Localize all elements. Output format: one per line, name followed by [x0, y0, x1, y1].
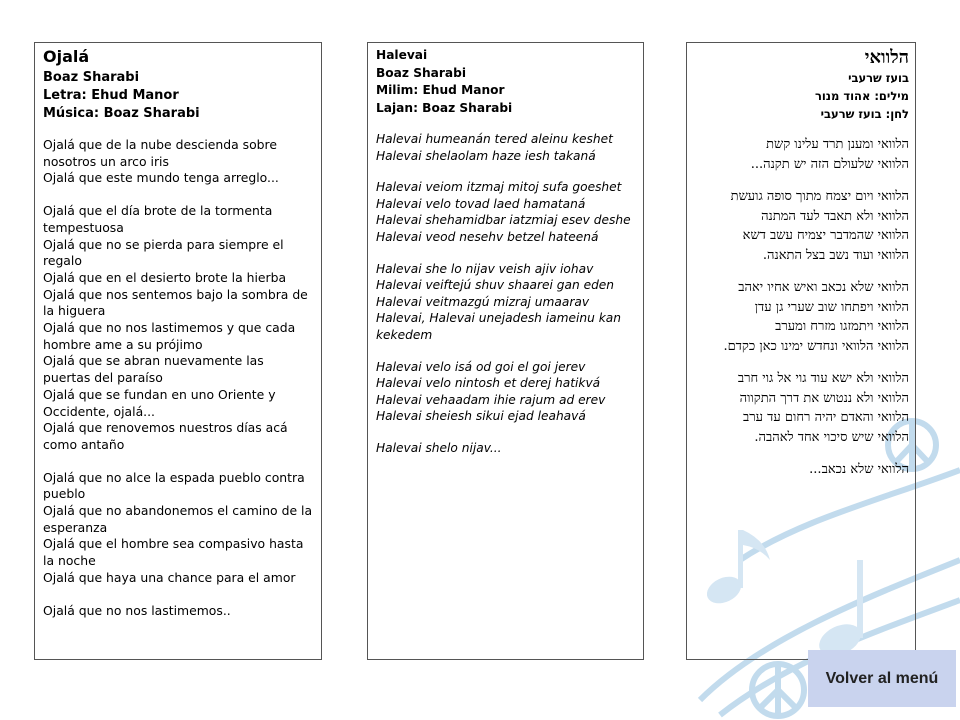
lyric-line: Ojalá que de la nube descienda sobre nosotros un arco iris	[43, 137, 277, 169]
lyric-line: הלוואי והאדם יהיה רחום עד ערב	[743, 410, 909, 425]
lyric-line: הלוואי שלעולם הזה יש תקנה...	[750, 156, 909, 172]
transliteration-stanza-1	[376, 131, 635, 164]
lyric-line: הלוואי שיש סיכוי אחד לאהבה.	[754, 429, 909, 445]
transliteration-meta	[376, 65, 635, 118]
lyric-line: הלוואי ולא ישא עוד גוי אל גוי חרב	[737, 371, 909, 386]
hebrew-stanza-1	[693, 135, 909, 174]
spanish-stanza-3	[43, 470, 313, 587]
spanish-meta	[43, 69, 313, 123]
lyric-line: הלוואי שהמדבר יצמיח עשב דשא	[742, 228, 909, 243]
lyric-line: Ojalá que no alce la espada pueblo contra pueblo	[43, 469, 305, 502]
lyric-line: Ojalá que se abran nuevamente las puertas del paraíso	[43, 353, 264, 386]
spanish-stanza-4	[43, 603, 313, 620]
spanish-composer: Música: Boaz Sharabi	[43, 106, 200, 121]
lyric-line: Halevai veiom itzmaj mitoj sufa goeshet	[376, 180, 622, 195]
hebrew-meta	[693, 69, 909, 123]
transliteration-composer: Lajan: Boaz Sharabi	[376, 100, 513, 115]
lyric-line: Halevai, Halevai unejadesh iameinu kan kekedem	[376, 311, 621, 342]
hebrew-stanza-3	[693, 278, 909, 356]
transliteration-stanza-2	[376, 179, 635, 245]
transliteration-title: Halevai	[376, 48, 428, 62]
hebrew-stanza-2	[693, 187, 909, 265]
spanish-lyricist: Letra: Ehud Manor	[43, 88, 179, 103]
hebrew-title: הלוואי	[864, 47, 909, 68]
lyric-line: הלוואי ולא תאבד לעד המתנה	[761, 208, 909, 224]
lyric-line: Halevai shelaolam haze iesh takaná	[376, 148, 596, 163]
transliteration-stanza-3	[376, 261, 635, 344]
lyric-line: Ojalá que en el desierto brote la hierba	[43, 269, 287, 285]
lyric-line: Halevai veod nesehv betzel hateená	[376, 229, 599, 244]
lyric-line: הלוואי שלא נכאב ואיש אחיו יאהב	[738, 280, 909, 295]
lyric-line: הלוואי ולא ננטוש את דרך התקווה	[739, 390, 909, 406]
lyric-line: Halevai she lo nijav veish ajiv iohav	[376, 261, 594, 276]
lyric-line: Ojalá que no se pierda para siempre el regalo	[43, 236, 284, 269]
lyric-line: Halevai shehamidbar iatzmiaj esev deshe	[376, 213, 631, 228]
lyric-line: הלוואי ומענן תרד עלינו קשת	[766, 137, 909, 152]
spanish-lyrics	[43, 137, 313, 619]
lyric-line: Halevai vehaadam ihie rajum ad erev	[376, 392, 606, 407]
hebrew-lyrics	[693, 135, 909, 480]
lyric-line: Ojalá que renovemos nuestros días acá como antaño	[43, 420, 288, 452]
lyric-line: Ojalá que nos sentemos bajo la sombra de la higuera	[43, 286, 308, 319]
spanish-artist: Boaz Sharabi	[43, 70, 140, 85]
lyric-line: הלוואי ועוד נשב בצל התאנה.	[762, 247, 909, 263]
spanish-title: Ojalá	[43, 47, 90, 66]
back-to-menu-button[interactable]: Volver al menú	[808, 650, 956, 707]
lyric-line: Ojalá que no nos lastimemos y que cada hombre ame a su prójimo	[43, 320, 296, 352]
lyric-line: Ojalá que el día brote de la tormenta tempestuosa	[43, 203, 273, 235]
transliteration-stanza-4	[376, 359, 635, 425]
lyric-line: הלוואי הלוואי ונחדש ימינו כאן כקדם.	[723, 338, 909, 354]
lyric-line: הלוואי ויפתחו שוב שערי גן עדן	[754, 299, 909, 315]
lyric-line: Ojalá que este mundo tenga arreglo...	[43, 170, 279, 186]
transliteration-artist: Boaz Sharabi	[376, 65, 467, 80]
lyric-line: Ojalá que se fundan en uno Oriente y Occidente, ojalá...	[43, 386, 276, 419]
hebrew-lyrics-panel	[686, 42, 916, 660]
lyric-line: Halevai veiftejú shuv shaarei gan eden	[376, 278, 615, 293]
hebrew-lyricist: מילים: אהוד מנור	[814, 89, 909, 103]
spanish-stanza-1	[43, 137, 313, 187]
lyric-line: Halevai velo nintosh et derej hatikvá	[376, 376, 601, 391]
lyric-line: Halevai veitmazgú mizraj umaarav	[376, 294, 590, 309]
lyric-line: Ojalá que no nos lastimemos..	[43, 602, 231, 618]
lyric-line: הלוואי ויום יצמח מתוך סופה גועשת	[730, 189, 909, 204]
hebrew-stanza-4	[693, 369, 909, 447]
lyric-line: Ojalá que no abandonemos el camino de la esperanza	[43, 503, 313, 535]
lyric-line: Halevai velo isá od goi el goi jerev	[376, 359, 586, 374]
hebrew-artist: בועז שרעבי	[848, 71, 909, 85]
lyric-line: הלוואי ויתמזגו מזרח ומערב	[775, 319, 909, 334]
lyric-line: Ojalá que haya una chance para el amor	[43, 569, 296, 585]
spanish-lyrics-panel	[34, 42, 322, 660]
transliteration-lyricist: Milim: Ehud Manor	[376, 83, 505, 97]
spanish-stanza-2	[43, 203, 313, 454]
transliteration-stanza-5	[376, 440, 635, 457]
hebrew-stanza-5	[693, 460, 909, 480]
transliteration-lyrics-panel	[367, 42, 644, 660]
transliteration-lyrics	[376, 131, 635, 457]
lyric-line: Halevai humeanán tered aleinu keshet	[376, 132, 613, 146]
lyric-line: Halevai velo tovad laed hamataná	[376, 196, 586, 211]
lyric-line: הלוואי שלא נכאב...	[809, 462, 909, 477]
lyric-line: Halevai sheiesh sikui ejad leahavá	[376, 409, 586, 424]
lyric-line: Ojalá que el hombre sea compasivo hasta la noche	[43, 536, 304, 569]
hebrew-composer: לחן: בועז שרעבי	[820, 107, 909, 121]
lyric-line: Halevai shelo nijav...	[376, 440, 502, 455]
